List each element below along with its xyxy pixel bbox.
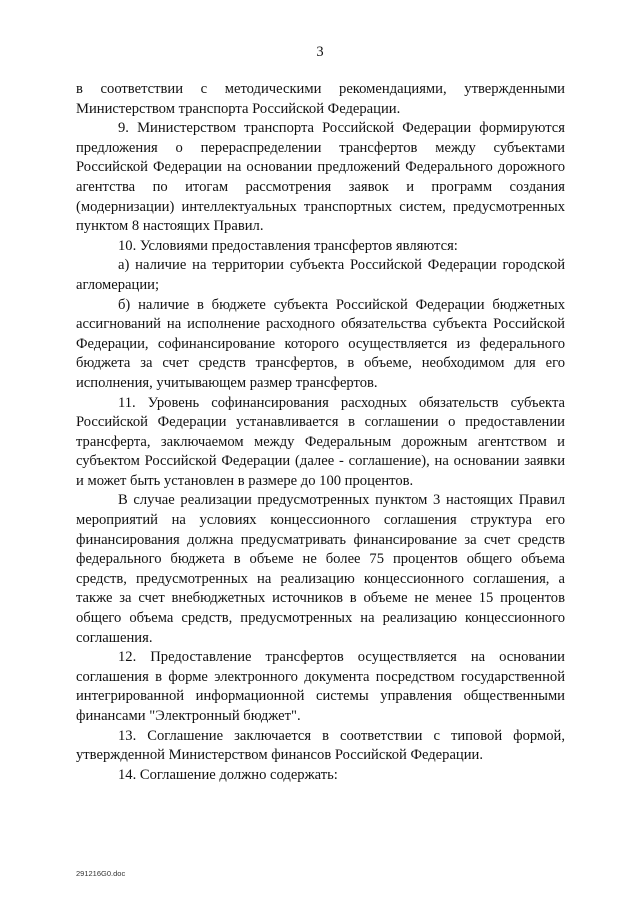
paragraph-item-10: 10. Условиями предоставления трансфертов являются: <box>118 237 458 254</box>
page-number: 3 <box>316 44 324 60</box>
paragraph-continuation: в соответствии с методическими рекомендациями, утвержденными Министерством транспорта Российской Федерации. <box>76 81 565 117</box>
paragraph-subitem-a: а) наличие на территории субъекта Российской Федерации городской агломерации; <box>76 257 565 293</box>
paragraph-item-14: 14. Соглашение должно содержать: <box>118 766 338 783</box>
paragraph-concession: В случае реализации предусмотренных пунктом 3 настоящих Правил мероприятий на условиях концессионного соглашения структура его финансирования должна предусматривать финансирование за счет средств федерального бюджета в объеме не более 75 процентов общего объема средств, предусмотренных на реализацию концессионного соглашения, а также за счет внебюджетных источников в объеме не менее 15 процентов общего объема средств, предусмотренных на реализацию концессионного соглашения. <box>76 492 565 646</box>
paragraph-subitem-b: б) наличие в бюджете субъекта Российской Федерации бюджетных ассигнований на исполнение расходного обязательства субъекта Российской Федерации, софинансирование которого осуществляется из федерального бюджета за счет средств трансфертов, в объеме, необходимом для его исполнения, учитывающем размер трансфертов. <box>76 296 565 391</box>
paragraph-item-11: 11. Уровень софинансирования расходных обязательств субъекта Российской Федерации устанавливается в соглашении о предоставлении трансферта, заключаемом между Федеральным дорожным агентством и субъектом Российской Федерации (далее - соглашение), на основании заявки и может быть установлен в размере до 100 процентов. <box>76 394 565 489</box>
footer-doc-code: 291216G0.doc <box>76 869 126 878</box>
paragraph-item-13: 13. Соглашение заключается в соответствии с типовой формой, утвержденной Министерством финансов Российской Федерации. <box>76 727 565 764</box>
paragraph-item-12: 12. Предоставление трансфертов осуществляется на основании соглашения в форме электронного документа посредством государственной интегрированной информационной системы управления общественными финансами "Электронный бюджет". <box>76 649 565 724</box>
document-body <box>76 80 565 785</box>
paragraph-item-9: 9. Министерством транспорта Российской Федерации формируются предложения о перераспределении трансфертов между субъектами Российской Федерации на основании предложений Федерального дорожного агентства по итогам рассмотрения заявок и программ создания (модернизации) интеллектуальных транспортных систем, предусмотренных пунктом 8 настоящих Правил. <box>76 120 565 235</box>
